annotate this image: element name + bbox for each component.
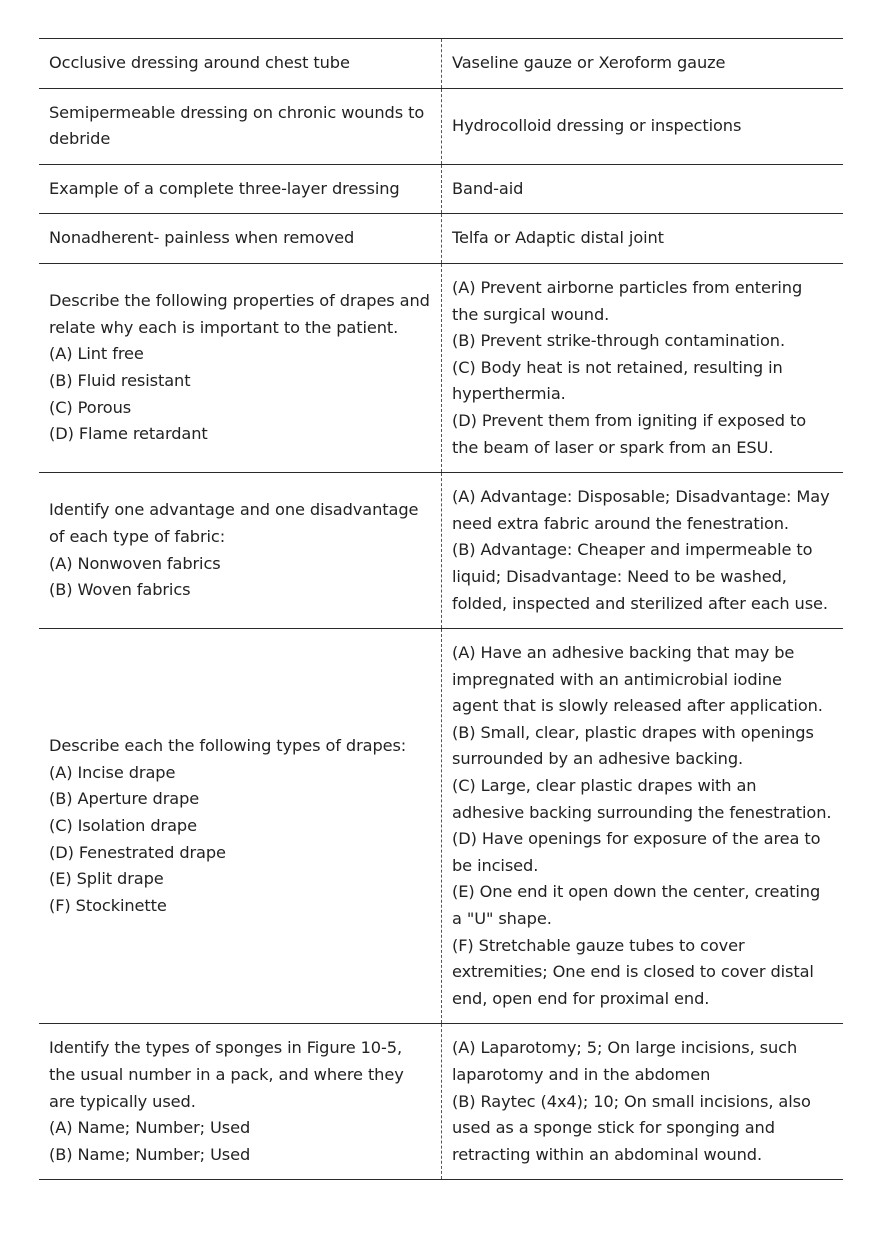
flashcard-row — [39, 164, 843, 214]
term-line: Occlusive dressing around chest tube — [49, 53, 350, 72]
flashcard-row — [39, 629, 843, 1024]
term-line: (D) Flame retardant — [49, 424, 208, 444]
definition-line: (A) Prevent airborne particles from entering the surgical wound. — [452, 277, 803, 324]
term-line: Example of a complete three-layer dressing — [49, 178, 400, 198]
term-line: (F) Stockinette — [49, 895, 167, 915]
definition-line: (A) Have an adhesive backing that may be impregnated with an antimicrobial iodine agent that is slowly released after application. — [452, 643, 823, 716]
flashcard-term — [39, 164, 442, 214]
definition-line: (C) Body heat is not retained, resulting in hyperthermia. — [452, 357, 783, 404]
term-line: (E) Split drape — [49, 869, 164, 889]
flashcard-term — [39, 473, 442, 629]
definition-line: (F) Stretchable gauze tubes to cover extremities; One end is closed to cover distal end, open end for proximal end. — [452, 935, 814, 1008]
flashcard-row — [39, 39, 843, 89]
definition-line: (B) Advantage: Cheaper and impermeable to liquid; Disadvantage: Need to be washed, folded, inspected and sterilized after each use. — [452, 540, 828, 613]
flashcard-row — [39, 214, 843, 264]
term-line: (A) Lint free — [49, 344, 144, 364]
definition-line: Band-aid — [452, 178, 524, 198]
term-line: (B) Aperture drape — [49, 789, 200, 809]
definition-line: (B) Prevent strike-through contamination. — [452, 331, 786, 351]
definition-line: (D) Prevent them from igniting if exposed to the beam of laser or spark from an ESU. — [452, 410, 807, 457]
flashcard-definition — [442, 1024, 844, 1180]
flashcard-definition — [442, 88, 844, 164]
flashcard-definition — [442, 39, 844, 89]
definition-line: (D) Have openings for exposure of the area to be incised. — [452, 829, 821, 875]
flashcard-table — [39, 38, 843, 1180]
term-line: (A) Nonwoven fabrics — [49, 553, 221, 573]
flashcard-term — [39, 629, 442, 1024]
term-line: (C) Porous — [49, 397, 132, 417]
term-line: (B) Fluid resistant — [49, 371, 191, 391]
term-line: Nonadherent- painless when removed — [49, 228, 355, 248]
flashcard-definition — [442, 263, 844, 472]
flashcard-term — [39, 88, 442, 164]
term-line: (C) Isolation drape — [49, 815, 197, 835]
flashcard-term — [39, 214, 442, 264]
term-line: Semipermeable dressing on chronic wounds to debride — [49, 102, 425, 149]
definition-line: Telfa or Adaptic distal joint — [452, 228, 664, 248]
term-line: Describe the following properties of drapes and relate why each is important to the patient. — [49, 291, 430, 337]
flashcard-row — [39, 263, 843, 472]
definition-line: (A) Laparotomy; 5; On large incisions, such laparotomy and in the abdomen — [452, 1038, 798, 1084]
term-line: (D) Fenestrated drape — [49, 842, 226, 862]
definition-line: (C) Large, clear plastic drapes with an adhesive backing surrounding the fenestration. — [452, 776, 832, 822]
flashcard-term — [39, 263, 442, 472]
flashcard-definition — [442, 473, 844, 629]
flashcard-definition — [442, 629, 844, 1024]
term-line: (B) Woven fabrics — [49, 580, 191, 600]
flashcard-row — [39, 473, 843, 629]
term-line: (B) Name; Number; Used — [49, 1144, 251, 1164]
flashcard-sheet — [39, 38, 842, 1180]
flashcard-definition — [442, 164, 844, 214]
definition-line: (B) Small, clear, plastic drapes with openings surrounded by an adhesive backing. — [452, 722, 814, 769]
definition-line: (B) Raytec (4x4); 10; On small incisions, also used as a sponge stick for sponging and retracting within an abdominal wound. — [452, 1091, 811, 1164]
definition-line: Hydrocolloid dressing or inspections — [452, 115, 742, 135]
term-line: Describe each the following types of drapes: — [49, 736, 407, 756]
term-line: Identify the types of sponges in Figure 10-5, the usual number in a pack, and where they are typically used. — [49, 1038, 404, 1111]
flashcard-definition — [442, 214, 844, 264]
definition-line: (E) One end it open down the center, creating a "U" shape. — [452, 882, 821, 929]
flashcard-term — [39, 1024, 442, 1180]
flashcard-row — [39, 88, 843, 164]
definition-line: Vaseline gauze or Xeroform gauze — [452, 53, 726, 72]
term-line: (A) Incise drape — [49, 762, 176, 782]
flashcard-term — [39, 39, 442, 89]
term-line: Identify one advantage and one disadvantage of each type of fabric: — [49, 500, 419, 547]
definition-line: (A) Advantage: Disposable; Disadvantage: May need extra fabric around the fenestration. — [452, 487, 830, 533]
term-line: (A) Name; Number; Used — [49, 1118, 251, 1138]
flashcard-row — [39, 1024, 843, 1180]
